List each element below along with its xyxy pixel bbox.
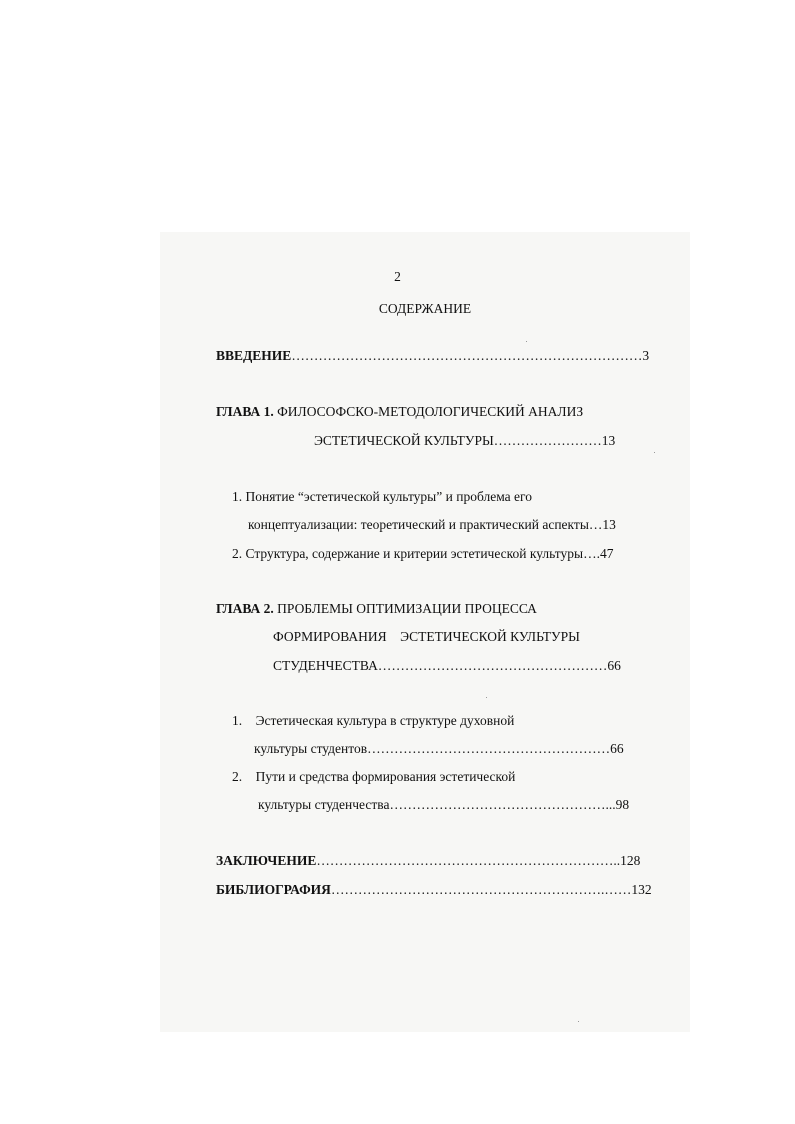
scan-speck [486, 697, 487, 698]
toc-entry-conclusion-label: ЗАКЛЮЧЕНИЕ [216, 853, 317, 868]
chapter-1-item-1: 1. Понятие “эстетической культуры” и проблема его [232, 489, 532, 504]
page-number: 2 [394, 269, 401, 284]
chapter-2-title: ПРОБЛЕМЫ ОПТИМИЗАЦИИ ПРОЦЕССА [277, 601, 537, 616]
chapter-2-heading [216, 600, 537, 618]
scan-speck [654, 452, 655, 453]
toc-entry-bibliography [216, 881, 652, 899]
toc-entry-bibliography-leader: …………………………………………………….……132 [330, 882, 652, 897]
chapter-2-title-line-2: ФОРМИРОВАНИЯ ЭСТЕТИЧЕСКОЙ КУЛЬТУРЫ [273, 629, 580, 644]
chapter-2-title-line-3: СТУДЕНЧЕСТВА……………………………………………66 [273, 658, 621, 673]
chapter-1-label: ГЛАВА 1. [216, 404, 274, 419]
toc-title: СОДЕРЖАНИЕ [378, 301, 472, 316]
toc-entry-introduction-leader: ……………………………………………………………………3 [291, 348, 650, 363]
toc-entry-introduction-label: ВВЕДЕНИЕ [216, 348, 292, 363]
scan-speck [578, 1021, 579, 1022]
chapter-2-item-1-continuation: культуры студентов………………………………………………66 [254, 741, 624, 756]
chapter-2-item-2: 2. Пути и средства формирования эстетической [232, 769, 516, 784]
chapter-2-item-2-continuation: культуры студенчества…………………………………………...98 [258, 797, 630, 812]
chapter-1-title-continuation: ЭСТЕТИЧЕСКОЙ КУЛЬТУРЫ……………………13 [314, 433, 616, 448]
toc-entry-conclusion [216, 852, 640, 870]
chapter-2-item-1: 1. Эстетическая культура в структуре духовной [232, 713, 515, 728]
scan-speck [526, 341, 527, 342]
toc-entry-conclusion-leader: …………………………………………………………..128 [316, 853, 641, 868]
chapter-2-label: ГЛАВА 2. [216, 601, 274, 616]
chapter-1-title: ФИЛОСОФСКО-МЕТОДОЛОГИЧЕСКИЙ АНАЛИЗ [277, 404, 584, 419]
toc-entry-introduction [216, 347, 649, 365]
chapter-1-item-2: 2. Структура, содержание и критерии эстетической культуры….47 [232, 546, 614, 561]
chapter-1-item-1-continuation: концептуализации: теоретический и практический аспекты…13 [248, 517, 616, 532]
toc-entry-bibliography-label: БИБЛИОГРАФИЯ [216, 882, 331, 897]
chapter-1-heading [216, 403, 583, 421]
